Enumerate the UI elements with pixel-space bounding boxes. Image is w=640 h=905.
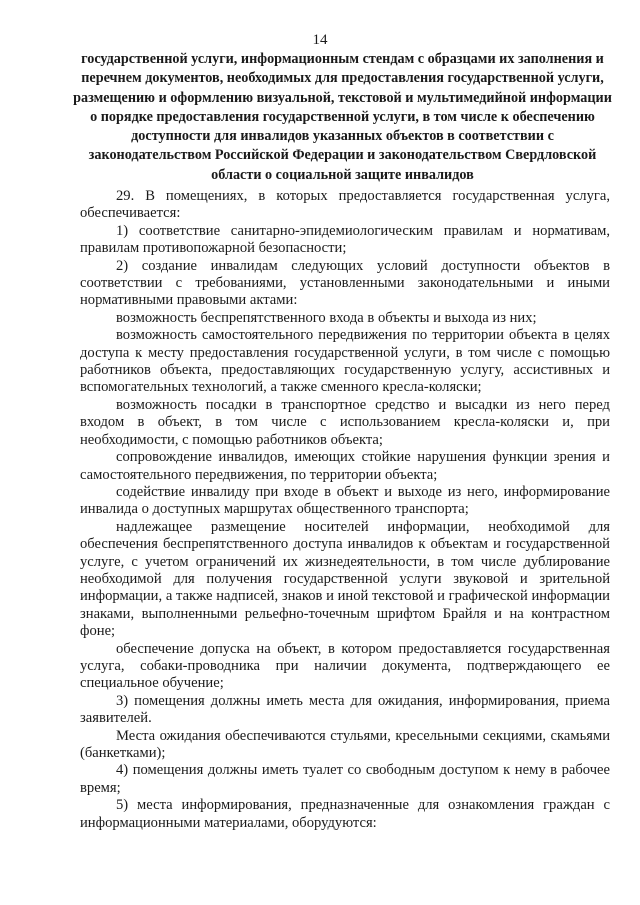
paragraph-entry-assistance: содействие инвалиду при входе в объект и выходе из него, информирование инвалида о доступных маршрутах общественного транспорта; — [80, 483, 610, 518]
paragraph-item-3: 3) помещения должны иметь места для ожидания, информирования, приема заявителей. — [80, 692, 610, 727]
paragraph-waiting-places: Места ожидания обеспечиваются стульями, кресельными секциями, скамьями (банкетками); — [80, 727, 610, 761]
paragraph-item-2: 2) создание инвалидам следующих условий доступности объектов в соответствии с требованиями, установленными законодательными и иными нормативными правовыми актами: — [80, 257, 610, 309]
paragraph-item-1: 1) соответствие санитарно-эпидемиологическим правилам и нормативам, правилам противопожарной безопасности; — [80, 222, 610, 257]
paragraph-entry-access: возможность беспрепятственного входа в объекты и выхода из них; — [116, 309, 537, 326]
paragraph-escort: сопровождение инвалидов, имеющих стойкие нарушения функции зрения и самостоятельного передвижения, по территории объекта; — [80, 449, 610, 483]
body-text — [80, 188, 610, 832]
page-number: 14 — [312, 32, 328, 48]
paragraph-guide-dog: обеспечение допуска на объект, в котором предоставляется государственная услуга, собаки-проводника при наличии документа, подтверждающего ее специальное обучение; — [80, 640, 610, 692]
paragraph-item-4: 4) помещения должны иметь туалет со свободным доступом к нему в рабочее время; — [80, 762, 610, 796]
paragraph-item-5: 5) места информирования, предназначенные для ознакомления граждан с информационными материалами, оборудуются: — [80, 797, 610, 831]
paragraph-independent-movement: возможность самостоятельного передвижения по территории объекта в целях доступа к месту предоставления государственной услуги, в том числе с помощью работников объекта, предоставляющих государственную услугу, ассистивных и вспомогательных технологий, а также сменного кресла-коляски; — [80, 327, 610, 396]
paragraph-transport-boarding: возможность посадки в транспортное средство и высадки из него перед входом в объект, в том числе с использованием кресла-коляски и, при необходимости, с помощью работников объекта; — [80, 396, 610, 448]
paragraph-information-placement: надлежащее размещение носителей информации, необходимой для обеспечения беспрепятственного доступа инвалидов к объектам и государственной услуге, с учетом ограничений их жизнедеятельности, в том числе дублирование необходимой для получения государственной услуги звуковой и зрительной информации, а также надписей, знаков и иной текстовой и графической информации знаками, выполненными рельефно-точечным шрифтом Брайля и на контрастном фоне; — [80, 518, 610, 640]
paragraph-29: 29. В помещениях, в которых предоставляется государственная услуга, обеспечивается: — [80, 188, 610, 222]
section-heading: государственной услуги, информационным стендам с образцами их заполнения и перечнем документов, необходимых для предоставления государственной услуги, размещению и оформлению визуальной, текстовой и мультимедийной информации о порядке предоставления государственной услуги, в том числе к обеспечению доступности для инвалидов указанных объектов в соответствии с законодательством Российской Федерации и законодательством Свердловской области о социальной защите инвалидов — [73, 51, 612, 183]
